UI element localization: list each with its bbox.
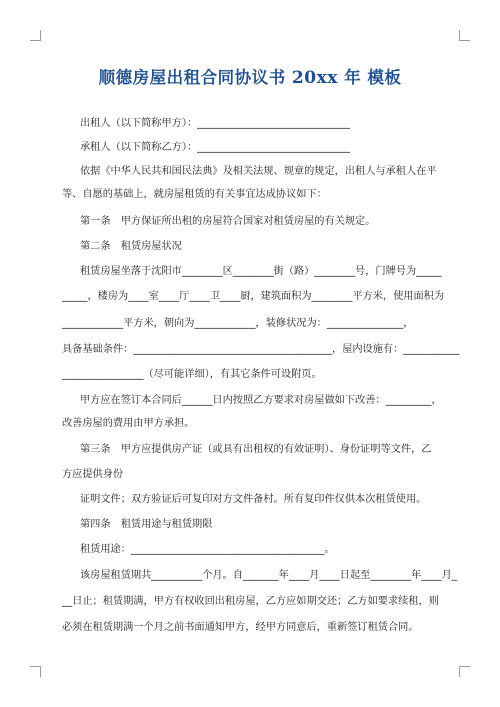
crop-mark-bottom-right xyxy=(459,666,470,677)
preamble-line-2: 等、自愿的基础上，就房屋租赁的有关事宜达成协议如下： xyxy=(62,189,327,200)
title-year: 20xx xyxy=(291,68,338,88)
conditions-line-1: 具备基础条件：_______________________________________，屋内设施有：___________ xyxy=(62,344,460,355)
article-1: 第一条 甲方保证所出租的房屋符合国家对租赁房屋的有关规定。 xyxy=(80,216,376,227)
article-3-line-3: 证明文件；双方验证后可复印对方文件备村。所有复印件仅供本次租赁使用。 xyxy=(80,494,427,505)
lessor-line: 出租人（以下简称甲方）：______________________________ xyxy=(80,118,350,129)
article-2-heading: 第二条 租赁房屋状况 xyxy=(80,241,182,252)
location-line-1: 租赁房屋坐落于沈阳市________区________街（路）________号，门牌号为_____ xyxy=(80,266,442,277)
title-part-2: 年 模板 xyxy=(337,68,402,87)
purpose-line: 租赁用途：______________________________________。 xyxy=(80,544,335,555)
term-line-2: __日止；租赁期满，甲方有权收回出租房屋，乙方应如期交还；乙方如要求续租，则 xyxy=(62,596,439,607)
term-line-3: 必须在租赁期满一个月之前书面通知甲方，经甲方同意后，重新签订租赁合同。 xyxy=(62,622,419,633)
lessee-line: 承租人（以下简称乙方）：______________________________ xyxy=(80,142,350,153)
improvement-line-2: 改善房屋的费用由甲方承担。 xyxy=(62,418,195,429)
crop-mark-bottom-left xyxy=(30,666,41,677)
term-line-1: 该房屋租赁期共__________个月。自_______年____月____日起至________年____月_ xyxy=(80,570,457,581)
location-line-3: ____________平方米，朝向为____________，装修状况为：_______________， xyxy=(62,318,414,329)
document-title xyxy=(0,64,500,88)
title-part-1: 顺德房屋出租合同协议书 xyxy=(98,68,292,87)
crop-mark-top-left xyxy=(30,30,41,41)
conditions-line-2: ________________（尽可能详细），有其它条件可设附页。 xyxy=(62,369,322,380)
preamble-line-1: 依据《中华人民共和国民法典》及相关法规、规章的规定，出租人与承租人在平 xyxy=(80,166,437,177)
improvement-line-1: 甲方应在签订本合同后______日内按照乙方要求对房屋做如下改善：_________， xyxy=(80,395,442,406)
crop-mark-top-right xyxy=(459,30,470,41)
article-3-line-1: 第三条 甲方应提供房产证（或具有出租权的有效证明）、身份证明等文件，乙 xyxy=(80,444,432,455)
location-line-2: _____，楼房为____室____厅____卫____厨，建筑面积为________平方米，使用面积为 xyxy=(62,291,445,302)
article-4-heading: 第四条 租赁用途与租赁期限 xyxy=(80,519,213,530)
article-3-line-2: 方应提供身份 xyxy=(62,469,124,480)
